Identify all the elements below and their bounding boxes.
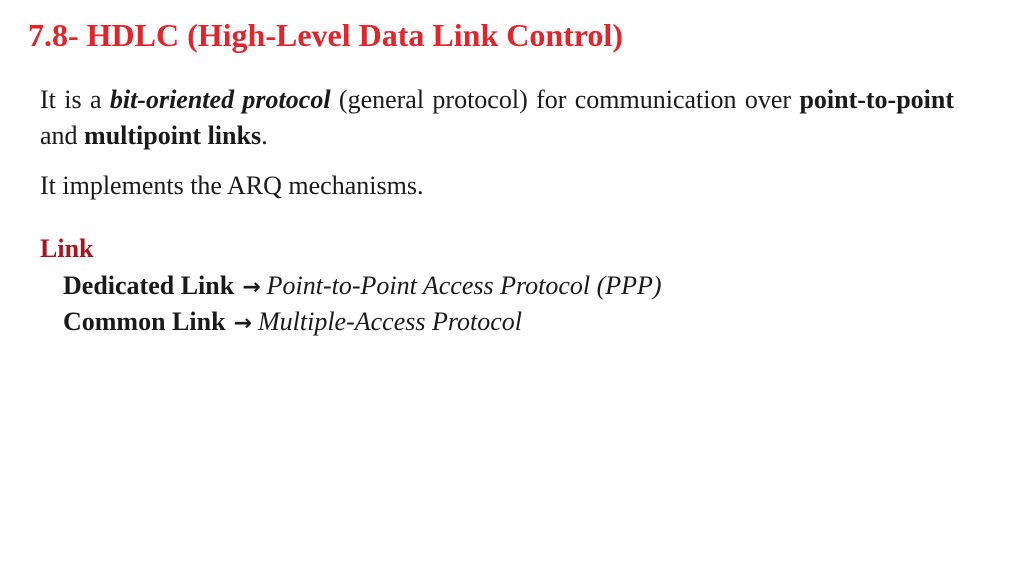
dedicated-link-label: Dedicated Link (63, 271, 235, 300)
multipoint-links-term: multipoint links (84, 121, 262, 150)
intro-middle: (general protocol) for communication over (330, 85, 800, 114)
ppp-protocol-text: Point-to-Point Access Protocol (PPP) (266, 271, 662, 300)
right-arrow-icon: → (233, 311, 252, 336)
link-heading: Link (40, 234, 94, 263)
multiple-access-protocol-text: Multiple-Access Protocol (257, 307, 522, 336)
intro-end: . (261, 121, 268, 150)
intro-paragraph (40, 82, 954, 154)
dedicated-link-row (63, 268, 662, 306)
common-link-row (63, 304, 522, 342)
intro-prefix: It is a (40, 85, 110, 114)
arq-paragraph: It implements the ARQ mechanisms. (40, 171, 424, 200)
slide-title: 7.8- HDLC (High-Level Data Link Control) (28, 17, 623, 53)
right-arrow-icon: → (242, 275, 261, 300)
point-to-point-term: point-to-point (799, 85, 955, 114)
bit-oriented-protocol-term: bit-oriented protocol (109, 85, 331, 114)
intro-conjunction: and (40, 121, 85, 150)
common-link-label: Common Link (63, 307, 226, 336)
